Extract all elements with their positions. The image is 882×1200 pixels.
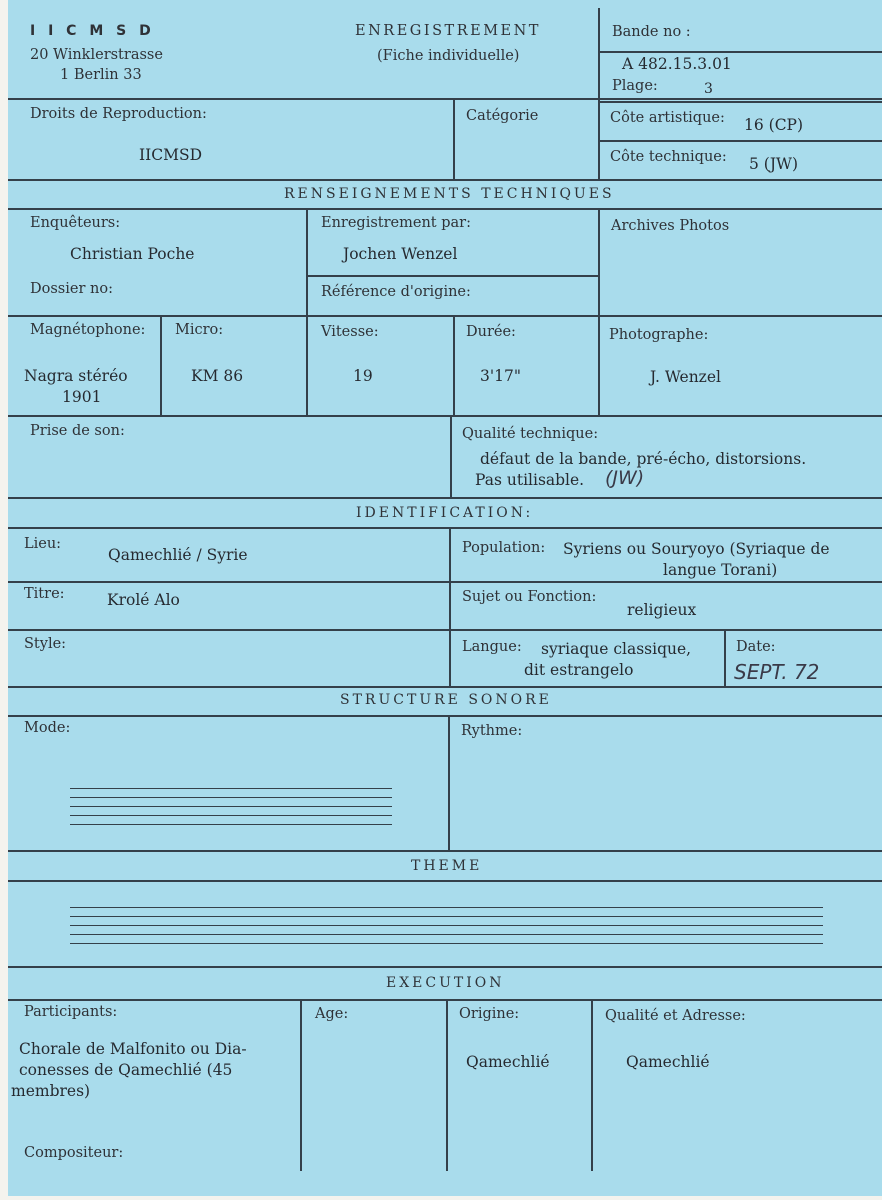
cote-technique-label: Côte technique:	[610, 149, 727, 165]
population-line-1: Syriens ou Souryoyo (Syriaque de	[563, 540, 830, 558]
form-title: ENREGISTREMENT	[355, 23, 541, 39]
qualite-technique-label: Qualité technique:	[462, 426, 599, 442]
qualite-adresse-value: Qamechlié	[626, 1053, 710, 1071]
staff-line	[70, 907, 823, 908]
sujet-value: religieux	[627, 601, 697, 619]
rule	[160, 315, 162, 416]
rule	[450, 415, 452, 498]
titre-value: Krolé Alo	[107, 591, 180, 609]
categorie-label: Catégorie	[466, 108, 539, 124]
vitesse-label: Vitesse:	[321, 324, 379, 340]
mode-label: Mode:	[24, 720, 71, 736]
handwritten-initials: (JW)	[605, 467, 645, 489]
rule	[446, 999, 448, 1171]
rule	[8, 880, 882, 882]
rule	[8, 179, 882, 181]
rule	[306, 275, 598, 277]
date-value: SEPT. 72	[734, 660, 820, 684]
staff-line	[70, 916, 823, 917]
rights-value: IICMSD	[139, 146, 203, 164]
cote-artistique-label: Côte artistique:	[610, 110, 725, 126]
qualite-adresse-label: Qualité et Adresse:	[605, 1008, 746, 1024]
rule	[300, 999, 302, 1171]
staff-line	[70, 824, 392, 825]
rythme-label: Rythme:	[461, 723, 523, 739]
section-identification: IDENTIFICATION:	[356, 505, 534, 521]
enregistrement-value: Jochen Wenzel	[343, 245, 458, 263]
rule	[598, 208, 600, 416]
enqueteurs-value: Christian Poche	[70, 245, 195, 263]
staff-line	[70, 934, 823, 935]
rule	[8, 581, 882, 583]
photographe-label: Photographe:	[609, 327, 709, 343]
staff-line	[70, 943, 823, 944]
rule	[8, 497, 882, 499]
form-subtitle: (Fiche individuelle)	[377, 48, 520, 64]
participants-line-3: membres)	[11, 1082, 91, 1100]
section-structure: STRUCTURE SONORE	[340, 692, 552, 708]
address-line-2: 1 Berlin 33	[60, 67, 142, 83]
langue-label: Langue:	[462, 639, 522, 655]
magnetophone-label: Magnétophone:	[30, 322, 146, 338]
duree-label: Durée:	[466, 324, 516, 340]
staff-line	[70, 925, 823, 926]
rule	[8, 629, 882, 631]
cote-technique-value: 5 (JW)	[749, 155, 799, 173]
rule	[8, 415, 882, 417]
date-label: Date:	[736, 639, 776, 655]
rule	[453, 98, 455, 180]
lieu-value: Qamechlié / Syrie	[108, 546, 248, 564]
rule	[724, 629, 726, 687]
bande-value: A 482.15.3.01	[622, 55, 732, 73]
rule	[598, 140, 882, 142]
titre-label: Titre:	[24, 586, 65, 602]
compositeur-label: Compositeur:	[24, 1145, 124, 1161]
rule	[8, 999, 882, 1001]
section-execution: EXECUTION	[386, 975, 505, 991]
rule	[8, 527, 882, 529]
population-line-2: langue Torani)	[663, 561, 778, 579]
rule	[448, 715, 450, 851]
cote-artistique-value: 16 (CP)	[744, 116, 804, 134]
rule	[8, 966, 882, 968]
rule	[8, 98, 882, 100]
staff-line	[70, 806, 392, 807]
rule	[453, 315, 455, 416]
rule	[8, 315, 882, 317]
reference-label: Référence d'origine:	[321, 284, 471, 300]
enqueteurs-label: Enquêteurs:	[30, 215, 121, 231]
participants-label: Participants:	[24, 1004, 118, 1020]
photographe-value: J. Wenzel	[650, 368, 721, 386]
age-label: Age:	[315, 1006, 349, 1022]
plage-value: 3	[704, 81, 713, 97]
rule	[598, 8, 600, 180]
participants-line-1: Chorale de Malfonito ou Dia-	[19, 1040, 247, 1058]
magnetophone-value: Nagra stéréo	[24, 367, 128, 385]
origine-value: Qamechlié	[466, 1053, 550, 1071]
rule	[591, 999, 593, 1171]
address-line-1: 20 Winklerstrasse	[30, 47, 163, 63]
section-theme: THEME	[411, 858, 483, 874]
rule	[8, 850, 882, 852]
sujet-label: Sujet ou Fonction:	[462, 589, 597, 605]
staff-line	[70, 797, 392, 798]
enregistrement-label: Enregistrement par:	[321, 215, 471, 231]
magnetophone-model: 1901	[62, 388, 102, 406]
staff-line	[70, 788, 392, 789]
archives-label: Archives Photos	[611, 218, 730, 234]
qualite-technique-line-2: Pas utilisable.	[475, 471, 585, 489]
dossier-label: Dossier no:	[30, 281, 113, 297]
rule	[8, 686, 882, 688]
rule	[449, 527, 451, 687]
population-label: Population:	[462, 540, 546, 556]
origine-label: Origine:	[459, 1006, 520, 1022]
rule	[8, 208, 882, 210]
qualite-technique-line-1: défaut de la bande, pré-écho, distorsions.	[480, 450, 807, 468]
langue-line-2: dit estrangelo	[524, 661, 634, 679]
vitesse-value: 19	[353, 367, 373, 385]
rights-label: Droits de Reproduction:	[30, 106, 207, 122]
rule	[598, 51, 882, 53]
org-name: I I C M S D	[30, 23, 155, 39]
style-label: Style:	[24, 636, 67, 652]
bande-label: Bande no :	[612, 24, 691, 40]
micro-value: KM 86	[191, 367, 244, 385]
participants-line-2: conesses de Qamechlié (45	[19, 1061, 233, 1079]
rule	[598, 101, 882, 103]
staff-line	[70, 815, 392, 816]
rule	[306, 208, 308, 416]
micro-label: Micro:	[175, 322, 224, 338]
duree-value: 3'17"	[480, 367, 521, 385]
rule	[8, 715, 882, 717]
langue-line-1: syriaque classique,	[541, 640, 692, 658]
section-technique: RENSEIGNEMENTS TECHNIQUES	[284, 186, 615, 202]
plage-label: Plage:	[612, 78, 658, 94]
prise-de-son-label: Prise de son:	[30, 423, 125, 439]
lieu-label: Lieu:	[24, 536, 62, 552]
